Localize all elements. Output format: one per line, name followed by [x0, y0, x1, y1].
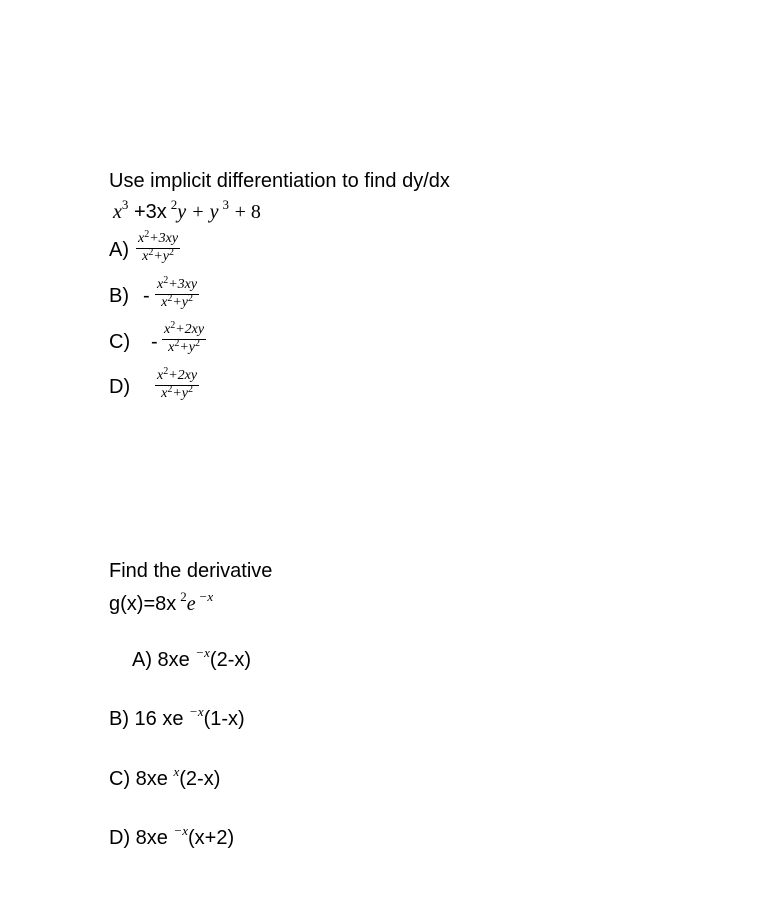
q2-option-a: A) 8xe $^{-x}$(2-x): [132, 645, 252, 671]
q1-option-b-label: B): [109, 285, 129, 307]
eq-x: x: [113, 201, 122, 223]
q1-option-c-fraction: $\frac{x^2+2xy}{x^2+y^2}$: [164, 320, 205, 355]
eq-plus3x: +3x: [133, 201, 167, 223]
question2-prompt: Find the derivative: [109, 560, 273, 582]
eq-plus8: + 8: [234, 201, 261, 223]
question1-prompt: Use implicit differentiation to find dy/dx: [109, 170, 450, 192]
fn-exp2: 2: [180, 589, 187, 604]
eq-exp3a: 3: [121, 197, 129, 212]
fn-exp-neg-x: −x: [198, 589, 214, 604]
q1-option-c-sign: -: [151, 331, 158, 353]
eq-exp2: 2: [170, 197, 178, 212]
question2-function: [109, 589, 214, 618]
fn-e: e: [186, 593, 196, 615]
q2-option-c: C) 8xe $^x$(2-x): [109, 764, 221, 790]
eq-y-plus-y: y + y: [177, 201, 219, 223]
q1-option-a-label: A): [109, 239, 129, 261]
q1-option-d-fraction: $\frac{x^2+2xy}{x^2+y^2}$: [157, 366, 198, 401]
q1-option-b-fraction: $\frac{x^2+3xy}{x^2+y^2}$: [157, 275, 198, 310]
q2-option-d: D) 8xe $^{-x}$(x+2): [109, 823, 235, 849]
q1-option-a-fraction: $\frac{x^2+3xy}{x^2+y^2}$: [138, 229, 179, 264]
eq-exp3b: 3: [222, 197, 230, 212]
q1-option-b-sign: -: [143, 285, 150, 307]
q2-option-b: B) 16 xe $^{-x}$(1-x): [109, 704, 245, 730]
fn-base: g(x)=8x: [109, 593, 177, 615]
question1-equation: [113, 197, 261, 226]
q1-option-c-label: C): [109, 331, 131, 353]
q1-option-d-label: D): [109, 376, 131, 398]
